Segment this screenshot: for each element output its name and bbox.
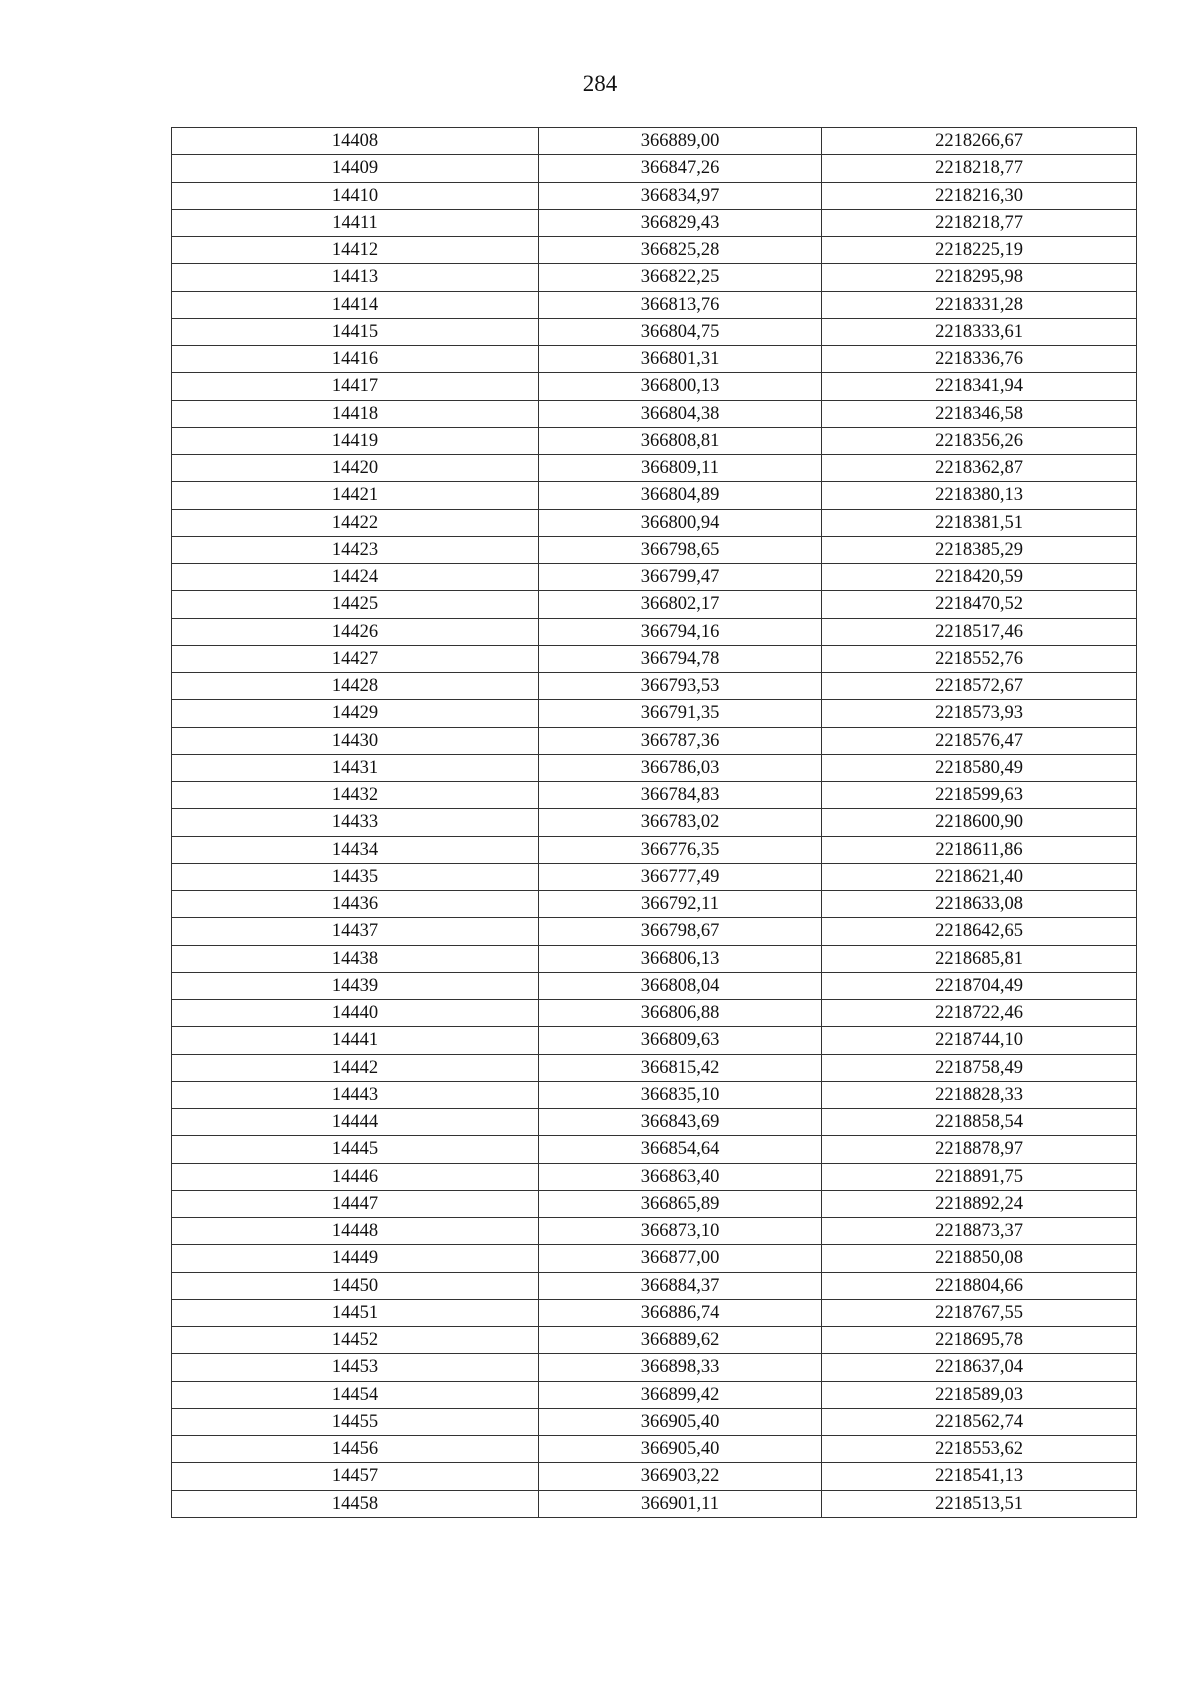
point-number-cell: 14455 bbox=[172, 1408, 539, 1435]
y-coordinate-cell: 2218576,47 bbox=[822, 727, 1137, 754]
point-number-cell: 14457 bbox=[172, 1463, 539, 1490]
x-coordinate-cell: 366854,64 bbox=[539, 1136, 822, 1163]
x-coordinate-cell: 366829,43 bbox=[539, 209, 822, 236]
x-coordinate-cell: 366889,62 bbox=[539, 1327, 822, 1354]
table-row bbox=[172, 209, 1137, 236]
table-row bbox=[172, 945, 1137, 972]
point-number-cell: 14417 bbox=[172, 373, 539, 400]
y-coordinate-cell: 2218513,51 bbox=[822, 1490, 1137, 1517]
point-number-cell: 14439 bbox=[172, 972, 539, 999]
table-row bbox=[172, 455, 1137, 482]
table-row bbox=[172, 645, 1137, 672]
coordinates-table bbox=[171, 127, 1137, 1518]
table-row bbox=[172, 128, 1137, 155]
table-row bbox=[172, 1218, 1137, 1245]
table-row bbox=[172, 1354, 1137, 1381]
x-coordinate-cell: 366802,17 bbox=[539, 591, 822, 618]
table-row bbox=[172, 727, 1137, 754]
table-row bbox=[172, 782, 1137, 809]
y-coordinate-cell: 2218553,62 bbox=[822, 1436, 1137, 1463]
table-row bbox=[172, 237, 1137, 264]
x-coordinate-cell: 366783,02 bbox=[539, 809, 822, 836]
point-number-cell: 14410 bbox=[172, 182, 539, 209]
y-coordinate-cell: 2218385,29 bbox=[822, 536, 1137, 563]
y-coordinate-cell: 2218333,61 bbox=[822, 318, 1137, 345]
point-number-cell: 14423 bbox=[172, 536, 539, 563]
point-number-cell: 14422 bbox=[172, 509, 539, 536]
table-row bbox=[172, 1136, 1137, 1163]
point-number-cell: 14429 bbox=[172, 700, 539, 727]
y-coordinate-cell: 2218380,13 bbox=[822, 482, 1137, 509]
table-row bbox=[172, 863, 1137, 890]
point-number-cell: 14416 bbox=[172, 346, 539, 373]
table-row bbox=[172, 1027, 1137, 1054]
x-coordinate-cell: 366791,35 bbox=[539, 700, 822, 727]
table-row bbox=[172, 972, 1137, 999]
table-row bbox=[172, 564, 1137, 591]
y-coordinate-cell: 2218552,76 bbox=[822, 645, 1137, 672]
x-coordinate-cell: 366776,35 bbox=[539, 836, 822, 863]
point-number-cell: 14409 bbox=[172, 155, 539, 182]
y-coordinate-cell: 2218562,74 bbox=[822, 1408, 1137, 1435]
point-number-cell: 14413 bbox=[172, 264, 539, 291]
table-row bbox=[172, 891, 1137, 918]
x-coordinate-cell: 366794,78 bbox=[539, 645, 822, 672]
y-coordinate-cell: 2218573,93 bbox=[822, 700, 1137, 727]
x-coordinate-cell: 366905,40 bbox=[539, 1408, 822, 1435]
point-number-cell: 14450 bbox=[172, 1272, 539, 1299]
y-coordinate-cell: 2218599,63 bbox=[822, 782, 1137, 809]
point-number-cell: 14415 bbox=[172, 318, 539, 345]
point-number-cell: 14443 bbox=[172, 1081, 539, 1108]
table-row bbox=[172, 482, 1137, 509]
y-coordinate-cell: 2218892,24 bbox=[822, 1190, 1137, 1217]
point-number-cell: 14452 bbox=[172, 1327, 539, 1354]
y-coordinate-cell: 2218695,78 bbox=[822, 1327, 1137, 1354]
table-row bbox=[172, 1190, 1137, 1217]
y-coordinate-cell: 2218420,59 bbox=[822, 564, 1137, 591]
y-coordinate-cell: 2218858,54 bbox=[822, 1109, 1137, 1136]
point-number-cell: 14448 bbox=[172, 1218, 539, 1245]
table-row bbox=[172, 509, 1137, 536]
point-number-cell: 14418 bbox=[172, 400, 539, 427]
x-coordinate-cell: 366777,49 bbox=[539, 863, 822, 890]
y-coordinate-cell: 2218828,33 bbox=[822, 1081, 1137, 1108]
x-coordinate-cell: 366787,36 bbox=[539, 727, 822, 754]
y-coordinate-cell: 2218600,90 bbox=[822, 809, 1137, 836]
x-coordinate-cell: 366847,26 bbox=[539, 155, 822, 182]
table-row bbox=[172, 400, 1137, 427]
point-number-cell: 14425 bbox=[172, 591, 539, 618]
y-coordinate-cell: 2218704,49 bbox=[822, 972, 1137, 999]
x-coordinate-cell: 366899,42 bbox=[539, 1381, 822, 1408]
point-number-cell: 14454 bbox=[172, 1381, 539, 1408]
page-number: 284 bbox=[582, 71, 618, 96]
x-coordinate-cell: 366901,11 bbox=[539, 1490, 822, 1517]
y-coordinate-cell: 2218381,51 bbox=[822, 509, 1137, 536]
y-coordinate-cell: 2218331,28 bbox=[822, 291, 1137, 318]
y-coordinate-cell: 2218891,75 bbox=[822, 1163, 1137, 1190]
table-row bbox=[172, 346, 1137, 373]
x-coordinate-cell: 366806,13 bbox=[539, 945, 822, 972]
y-coordinate-cell: 2218589,03 bbox=[822, 1381, 1137, 1408]
x-coordinate-cell: 366873,10 bbox=[539, 1218, 822, 1245]
point-number-cell: 14428 bbox=[172, 673, 539, 700]
point-number-cell: 14420 bbox=[172, 455, 539, 482]
y-coordinate-cell: 2218356,26 bbox=[822, 427, 1137, 454]
x-coordinate-cell: 366835,10 bbox=[539, 1081, 822, 1108]
point-number-cell: 14434 bbox=[172, 836, 539, 863]
x-coordinate-cell: 366799,47 bbox=[539, 564, 822, 591]
point-number-cell: 14456 bbox=[172, 1436, 539, 1463]
point-number-cell: 14436 bbox=[172, 891, 539, 918]
table-row bbox=[172, 1490, 1137, 1517]
point-number-cell: 14424 bbox=[172, 564, 539, 591]
y-coordinate-cell: 2218517,46 bbox=[822, 618, 1137, 645]
table-row bbox=[172, 618, 1137, 645]
x-coordinate-cell: 366815,42 bbox=[539, 1054, 822, 1081]
table-row bbox=[172, 1381, 1137, 1408]
table-row bbox=[172, 1245, 1137, 1272]
x-coordinate-cell: 366798,65 bbox=[539, 536, 822, 563]
table-row bbox=[172, 836, 1137, 863]
table-row bbox=[172, 155, 1137, 182]
x-coordinate-cell: 366801,31 bbox=[539, 346, 822, 373]
x-coordinate-cell: 366794,16 bbox=[539, 618, 822, 645]
point-number-cell: 14451 bbox=[172, 1299, 539, 1326]
point-number-cell: 14411 bbox=[172, 209, 539, 236]
table-row bbox=[172, 1109, 1137, 1136]
table-row bbox=[172, 918, 1137, 945]
y-coordinate-cell: 2218642,65 bbox=[822, 918, 1137, 945]
y-coordinate-cell: 2218362,87 bbox=[822, 455, 1137, 482]
point-number-cell: 14435 bbox=[172, 863, 539, 890]
point-number-cell: 14412 bbox=[172, 237, 539, 264]
table-row bbox=[172, 318, 1137, 345]
y-coordinate-cell: 2218266,67 bbox=[822, 128, 1137, 155]
y-coordinate-cell: 2218611,86 bbox=[822, 836, 1137, 863]
point-number-cell: 14430 bbox=[172, 727, 539, 754]
x-coordinate-cell: 366903,22 bbox=[539, 1463, 822, 1490]
point-number-cell: 14427 bbox=[172, 645, 539, 672]
x-coordinate-cell: 366825,28 bbox=[539, 237, 822, 264]
point-number-cell: 14442 bbox=[172, 1054, 539, 1081]
table-row bbox=[172, 291, 1137, 318]
point-number-cell: 14453 bbox=[172, 1354, 539, 1381]
point-number-cell: 14437 bbox=[172, 918, 539, 945]
x-coordinate-cell: 366800,94 bbox=[539, 509, 822, 536]
point-number-cell: 14431 bbox=[172, 754, 539, 781]
y-coordinate-cell: 2218225,19 bbox=[822, 237, 1137, 264]
x-coordinate-cell: 366792,11 bbox=[539, 891, 822, 918]
x-coordinate-cell: 366813,76 bbox=[539, 291, 822, 318]
point-number-cell: 14433 bbox=[172, 809, 539, 836]
x-coordinate-cell: 366865,89 bbox=[539, 1190, 822, 1217]
x-coordinate-cell: 366889,00 bbox=[539, 128, 822, 155]
coordinates-table-body bbox=[172, 128, 1137, 1518]
x-coordinate-cell: 366798,67 bbox=[539, 918, 822, 945]
table-row bbox=[172, 591, 1137, 618]
x-coordinate-cell: 366808,81 bbox=[539, 427, 822, 454]
table-row bbox=[172, 427, 1137, 454]
table-row bbox=[172, 673, 1137, 700]
point-number-cell: 14447 bbox=[172, 1190, 539, 1217]
x-coordinate-cell: 366886,74 bbox=[539, 1299, 822, 1326]
table-row bbox=[172, 700, 1137, 727]
y-coordinate-cell: 2218216,30 bbox=[822, 182, 1137, 209]
point-number-cell: 14426 bbox=[172, 618, 539, 645]
x-coordinate-cell: 366834,97 bbox=[539, 182, 822, 209]
y-coordinate-cell: 2218295,98 bbox=[822, 264, 1137, 291]
x-coordinate-cell: 366822,25 bbox=[539, 264, 822, 291]
x-coordinate-cell: 366843,69 bbox=[539, 1109, 822, 1136]
x-coordinate-cell: 366898,33 bbox=[539, 1354, 822, 1381]
x-coordinate-cell: 366884,37 bbox=[539, 1272, 822, 1299]
x-coordinate-cell: 366863,40 bbox=[539, 1163, 822, 1190]
y-coordinate-cell: 2218633,08 bbox=[822, 891, 1137, 918]
table-row bbox=[172, 264, 1137, 291]
point-number-cell: 14419 bbox=[172, 427, 539, 454]
table-row bbox=[172, 1299, 1137, 1326]
y-coordinate-cell: 2218804,66 bbox=[822, 1272, 1137, 1299]
table-row bbox=[172, 1000, 1137, 1027]
point-number-cell: 14440 bbox=[172, 1000, 539, 1027]
table-row bbox=[172, 809, 1137, 836]
y-coordinate-cell: 2218346,58 bbox=[822, 400, 1137, 427]
point-number-cell: 14441 bbox=[172, 1027, 539, 1054]
y-coordinate-cell: 2218580,49 bbox=[822, 754, 1137, 781]
x-coordinate-cell: 366809,11 bbox=[539, 455, 822, 482]
y-coordinate-cell: 2218218,77 bbox=[822, 155, 1137, 182]
y-coordinate-cell: 2218758,49 bbox=[822, 1054, 1137, 1081]
table-row bbox=[172, 754, 1137, 781]
x-coordinate-cell: 366804,75 bbox=[539, 318, 822, 345]
point-number-cell: 14438 bbox=[172, 945, 539, 972]
table-row bbox=[172, 1081, 1137, 1108]
y-coordinate-cell: 2218470,52 bbox=[822, 591, 1137, 618]
y-coordinate-cell: 2218850,08 bbox=[822, 1245, 1137, 1272]
table-row bbox=[172, 373, 1137, 400]
table-row bbox=[172, 1054, 1137, 1081]
table-row bbox=[172, 1408, 1137, 1435]
point-number-cell: 14449 bbox=[172, 1245, 539, 1272]
point-number-cell: 14421 bbox=[172, 482, 539, 509]
x-coordinate-cell: 366793,53 bbox=[539, 673, 822, 700]
y-coordinate-cell: 2218722,46 bbox=[822, 1000, 1137, 1027]
x-coordinate-cell: 366800,13 bbox=[539, 373, 822, 400]
point-number-cell: 14414 bbox=[172, 291, 539, 318]
y-coordinate-cell: 2218767,55 bbox=[822, 1299, 1137, 1326]
point-number-cell: 14408 bbox=[172, 128, 539, 155]
y-coordinate-cell: 2218218,77 bbox=[822, 209, 1137, 236]
x-coordinate-cell: 366804,89 bbox=[539, 482, 822, 509]
x-coordinate-cell: 366808,04 bbox=[539, 972, 822, 999]
y-coordinate-cell: 2218572,67 bbox=[822, 673, 1137, 700]
y-coordinate-cell: 2218336,76 bbox=[822, 346, 1137, 373]
y-coordinate-cell: 2218744,10 bbox=[822, 1027, 1137, 1054]
x-coordinate-cell: 366804,38 bbox=[539, 400, 822, 427]
table-row bbox=[172, 1327, 1137, 1354]
table-row bbox=[172, 536, 1137, 563]
x-coordinate-cell: 366784,83 bbox=[539, 782, 822, 809]
point-number-cell: 14444 bbox=[172, 1109, 539, 1136]
table-row bbox=[172, 1272, 1137, 1299]
point-number-cell: 14432 bbox=[172, 782, 539, 809]
x-coordinate-cell: 366877,00 bbox=[539, 1245, 822, 1272]
y-coordinate-cell: 2218878,97 bbox=[822, 1136, 1137, 1163]
point-number-cell: 14446 bbox=[172, 1163, 539, 1190]
y-coordinate-cell: 2218637,04 bbox=[822, 1354, 1137, 1381]
table-row bbox=[172, 1163, 1137, 1190]
x-coordinate-cell: 366806,88 bbox=[539, 1000, 822, 1027]
table-row bbox=[172, 182, 1137, 209]
y-coordinate-cell: 2218685,81 bbox=[822, 945, 1137, 972]
x-coordinate-cell: 366809,63 bbox=[539, 1027, 822, 1054]
point-number-cell: 14445 bbox=[172, 1136, 539, 1163]
table-row bbox=[172, 1463, 1137, 1490]
y-coordinate-cell: 2218541,13 bbox=[822, 1463, 1137, 1490]
x-coordinate-cell: 366905,40 bbox=[539, 1436, 822, 1463]
y-coordinate-cell: 2218873,37 bbox=[822, 1218, 1137, 1245]
x-coordinate-cell: 366786,03 bbox=[539, 754, 822, 781]
point-number-cell: 14458 bbox=[172, 1490, 539, 1517]
y-coordinate-cell: 2218621,40 bbox=[822, 863, 1137, 890]
y-coordinate-cell: 2218341,94 bbox=[822, 373, 1137, 400]
table-row bbox=[172, 1436, 1137, 1463]
